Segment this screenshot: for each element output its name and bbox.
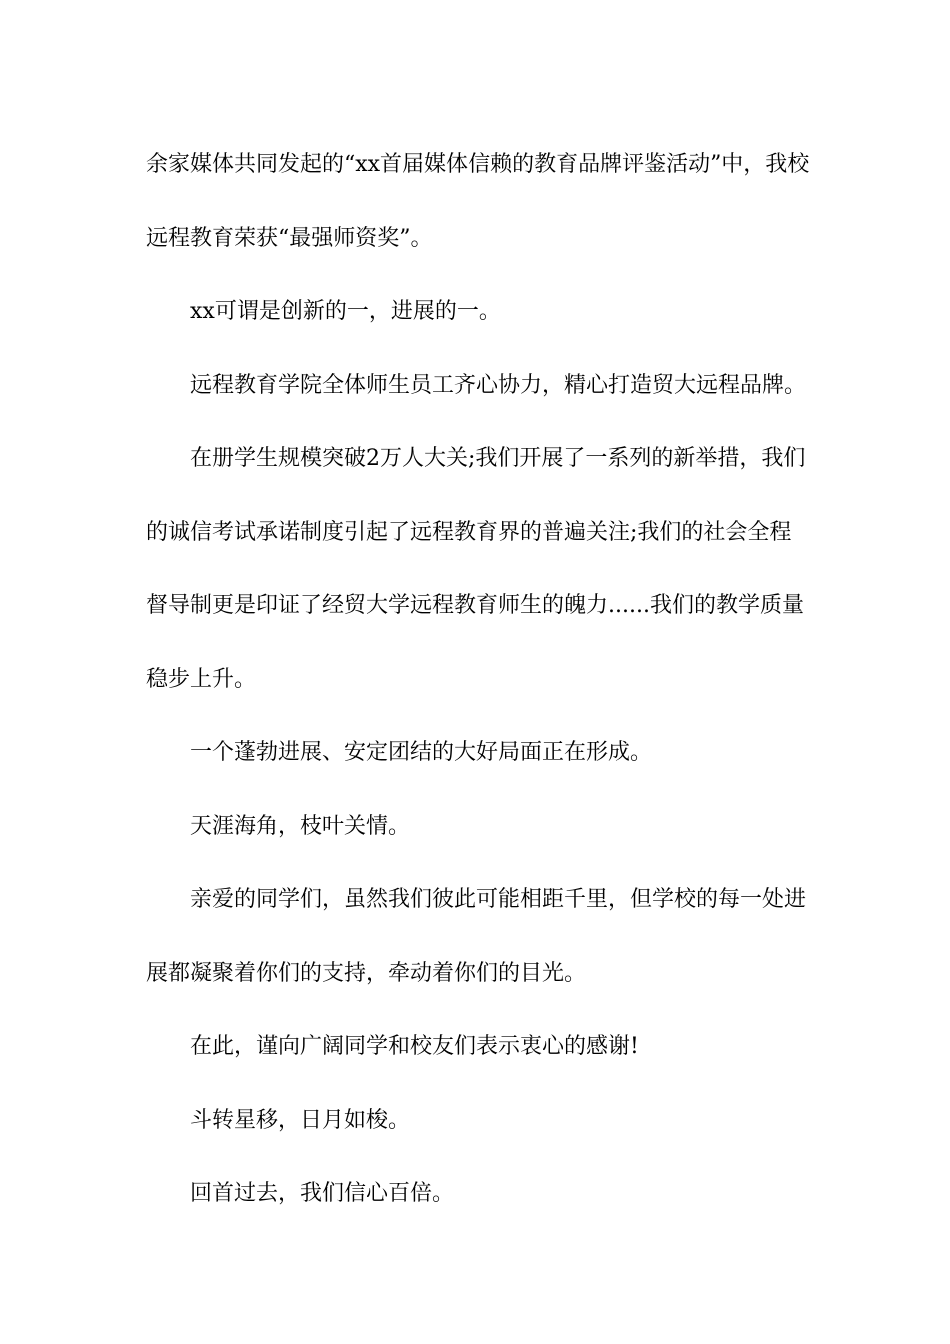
paragraph-10: 回首过去，我们信心百倍。 (190, 1181, 455, 1206)
paragraph-8: 在此，谨向广阔同学和校友们表示衷心的感谢! (190, 1034, 639, 1059)
document-body (146, 128, 810, 1231)
paragraph-2: xx可谓是创新的一，进展的一。 (190, 299, 501, 324)
paragraph-9: 斗转星移，日月如梭。 (190, 1107, 411, 1133)
paragraph-4: 在册学生规模突破2万人大关;我们开展了一系列的新举措，我们的诚信考试承诺制度引起了远程教育界的普遍关注;我们的社会全程督导制更是印证了经贸大学远程教育师生的魄力......我们的教学质量稳步上升。 (146, 446, 806, 692)
paragraph-1: 余家媒体共同发起的“xx首届媒体信赖的教育品牌评鉴活动”中，我校远程教育荣获“最强师资奖”。 (146, 152, 810, 251)
paragraph-3: 远程教育学院全体师生员工齐心协力，精心打造贸大远程品牌。 (190, 372, 807, 398)
paragraph-7: 亲爱的同学们，虽然我们彼此可能相距千里，但学校的每一处进展都凝聚着你们的支持，牵动着你们的目光。 (146, 887, 807, 986)
paragraph-6: 天涯海角，枝叶关情。 (190, 813, 411, 839)
paragraph-5: 一个蓬勃进展、安定团结的大好局面正在形成。 (190, 740, 653, 765)
